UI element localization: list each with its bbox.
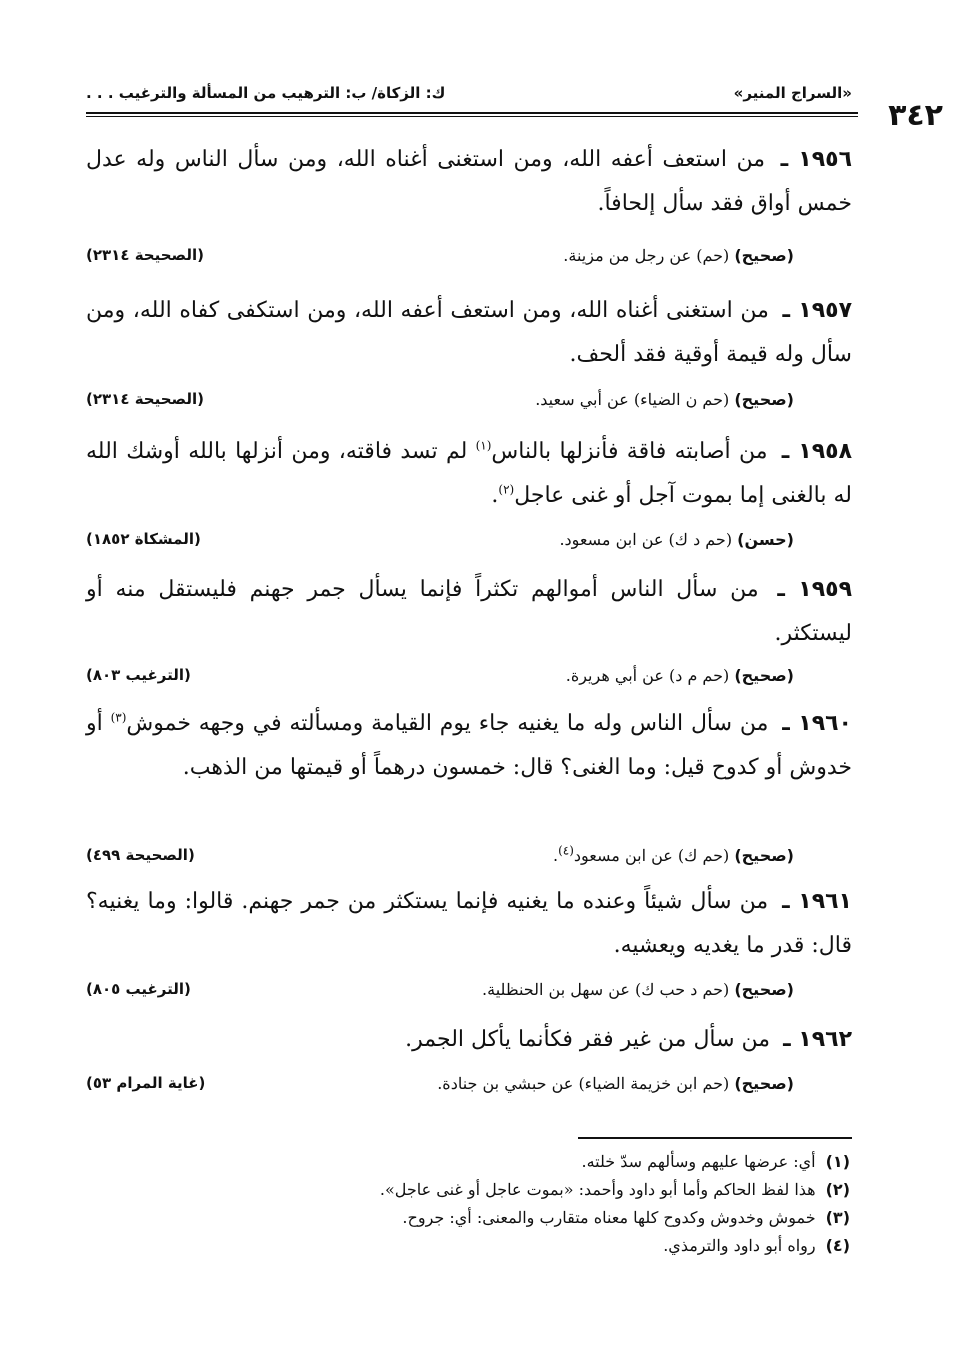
source-line [482,980,794,999]
hadith-number: ١٩٥٩ ـ [777,577,852,602]
narrator: (حم د ك) عن ابن مسعود. [559,530,733,549]
hadith-source-1962 [86,1070,852,1100]
grade: (صحيح) [734,980,794,999]
footnote-number: (٤) [825,1236,850,1255]
hadith-1956 [86,138,852,226]
hadith-text: من سأل شيئاً وعنده ما يغنيه فإنما يستكثر من جمر جهنم. قالوا: وما يغنيه؟ قال: قدر ما يغديه ويعشيه. [86,889,852,958]
hadith-source-1957 [86,386,852,416]
hadith-1957 [86,289,852,377]
footnote-marker[interactable]: (١) [475,438,492,453]
hadith-number: ١٩٦٠ ـ [782,711,852,736]
footnotes [86,1148,852,1260]
source-line [552,843,794,865]
grade: (صحيح) [734,1074,794,1093]
footnote-text: رواه أبو داود والترمذي. [663,1236,816,1255]
footnote-3 [86,1204,852,1232]
header-rule-thin [86,116,858,117]
footnote-rule [578,1137,852,1139]
grade: (حسن) [737,530,794,549]
reference: (الترغيب ٨٠٣) [86,666,191,684]
hadith-text: من استغنى أغناه الله، ومن استعف أعفه الله، ومن استكفى كفاه الله، ومن سأل وله قيمة أوقية فقد ألحف. [86,298,852,367]
reference: (غاية المرام ٥٣) [86,1074,206,1092]
running-header [86,80,852,112]
hadith-source-1961 [86,976,852,1006]
hadith-1959 [86,568,852,656]
text-part: . [552,846,559,865]
grade: (صحيح) [734,666,794,685]
hadith-text: من استعف أعفه الله، ومن استغنى أغناه الله، ومن سأل الناس وله عدل خمس أواق فقد سأل إلحافاً. [86,147,852,216]
footnote-text: أي: عرضها عليهم وسألهم سدّ خلته. [581,1152,816,1171]
hadith-source-1960 [86,842,852,872]
footnote-number: (٢) [825,1180,850,1199]
hadith-text: من سأل من غير فقر فكأنما يأكل الجمر. [405,1027,771,1052]
hadith-number: ١٩٦٢ ـ [783,1027,852,1052]
narrator: (حم ابن خزيمة الضياء) عن حبشي بن جنادة. [437,1074,730,1093]
hadith-1962 [86,1018,852,1062]
footnote-marker[interactable]: (٢) [498,482,515,497]
text-part: لم تسد فاقته، ومن أنزلها بالله أوشك الله له بالغنى إما بموت آجل أو غنى عاجل [86,439,852,508]
text-part: من سأل الناس وله ما يغنيه جاء يوم القيامة ومسألته في وجهه خموش [126,711,769,736]
narrator: (حم م د) عن أبي هريرة. [565,666,730,685]
hadith-1961 [86,880,852,968]
hadith-text: من سأل الناس أموالهم تكثراً فإنما يسأل جمر جهنم فليستقل منه أو ليستكثر. [86,577,852,646]
hadith-number: ١٩٥٧ ـ [782,298,852,323]
source-line [566,666,794,685]
narrator: (حم د حب ك) عن سهل بن الحنظلية. [482,980,730,999]
footnote-number: (٣) [825,1208,850,1227]
text-part: من أصابته فاقة فأنزلها بالناس [491,439,768,464]
chapter-title: ك: الزكاة/ ب: الترهيب من المسألة والترغيب . . . [86,84,446,102]
text-part: . [491,483,499,508]
footnote-2 [86,1176,852,1204]
narrator: (حم ك) عن ابن مسعود [573,846,730,865]
hadith-source-1958 [86,526,852,556]
reference: (الترغيب ٨٠٥) [86,980,191,998]
hadith-1960 [86,702,852,790]
text-part: أو خدوش أو كدوح قيل: وما الغنى؟ قال: خمسون درهماً أو قيمتها من الذهب. [86,711,852,780]
hadith-text [86,439,852,508]
source-line [535,390,794,409]
footnote-marker[interactable]: (٤) [558,843,574,858]
footnote-marker[interactable]: (٣) [110,710,127,725]
source-line [437,1074,794,1093]
hadith-text [86,711,852,780]
footnote-4 [86,1232,852,1260]
grade: (صحيح) [734,246,794,265]
reference: (الصحيحة ٤٩٩) [86,846,195,864]
narrator: (حم ن الضياء) عن أبي سعيد. [535,390,730,409]
footnote-1 [86,1148,852,1176]
grade: (صحيح) [734,390,794,409]
grade: (صحيح) [734,846,794,865]
reference: (الصحيحة ٢٣١٤) [86,246,204,264]
source-line [563,246,794,265]
footnote-number: (١) [825,1152,850,1171]
source-line [559,530,794,549]
reference: (الصحيحة ٢٣١٤) [86,390,204,408]
reference: (المشكاة ١٨٥٢) [86,530,201,548]
page-number: ٣٤٢ [888,98,943,133]
hadith-number: ١٩٥٨ ـ [781,439,852,464]
narrator: (حم) عن رجل من مزينة. [563,246,730,265]
book-title: «السراج المنير» [733,84,852,102]
hadith-1958 [86,430,852,518]
footnote-text: هذا لفظ الحاكم وأما أبو داود وأحمد: «بموت عاجل أو غنى عاجل». [379,1180,816,1199]
header-rule [86,112,858,114]
hadith-source-1956 [86,242,852,272]
hadith-number: ١٩٥٦ ـ [780,147,852,172]
footnote-text: خموش وخدوش وكدوح كلها معناه متقارب والمعنى: أي: جروح. [402,1208,816,1227]
hadith-number: ١٩٦١ ـ [782,889,852,914]
hadith-source-1959 [86,662,852,692]
